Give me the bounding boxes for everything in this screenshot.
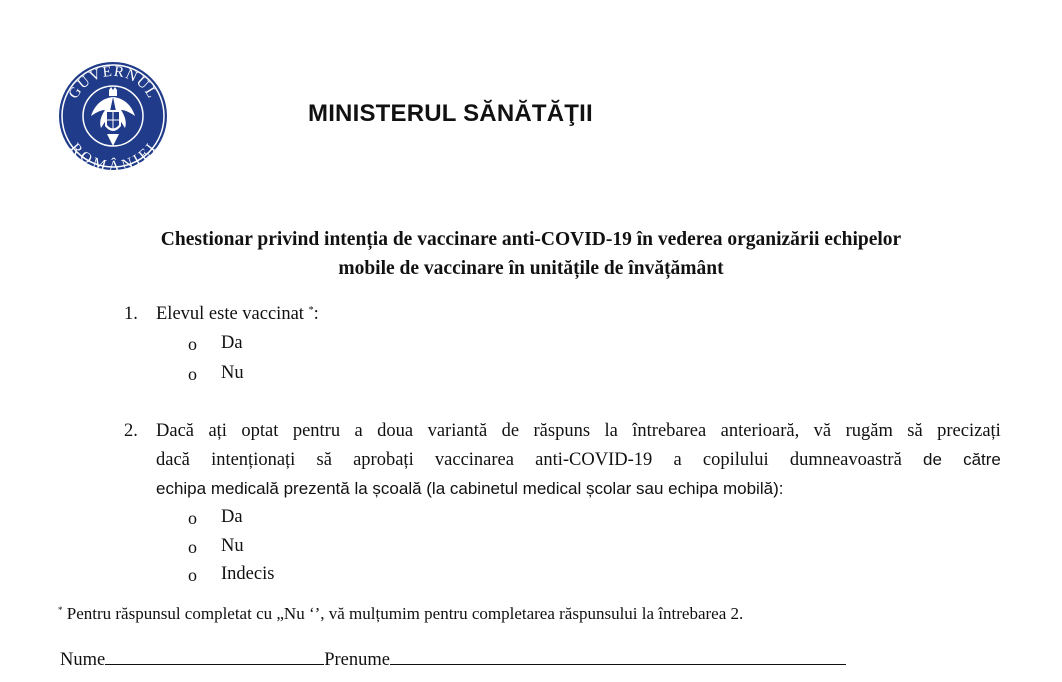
question-2-option-nu[interactable]: Nu — [221, 536, 244, 556]
question-2-text-line-2 — [156, 450, 1001, 471]
question-2-option-da[interactable]: Da — [221, 507, 243, 527]
question-1-option-nu[interactable]: Nu — [221, 363, 244, 383]
question-2-word: optat — [241, 421, 279, 441]
government-seal-icon — [57, 60, 169, 172]
question-2-number: 2. — [124, 421, 138, 441]
question-1-text — [156, 304, 319, 325]
question-2-word: la — [604, 421, 618, 441]
question-2-word: doua — [377, 421, 414, 441]
question-2-word: a — [673, 450, 682, 470]
question-2-word: vă — [813, 421, 832, 441]
question-2-word: să — [907, 421, 923, 441]
question-2-word: precizați — [937, 421, 1001, 441]
question-2-option-indecis[interactable]: Indecis — [221, 564, 275, 584]
question-1-colon: : — [313, 304, 319, 324]
name-label: Nume — [60, 650, 106, 670]
question-1-marker: * — [308, 305, 314, 316]
radio-bullet[interactable]: o — [188, 565, 197, 585]
question-2-word: de — [922, 450, 942, 469]
surname-field[interactable] — [390, 646, 846, 665]
question-1-label: Elevul este vaccinat — [156, 304, 304, 324]
question-1-option-da[interactable]: Da — [221, 333, 243, 353]
question-2-word: să — [316, 450, 332, 470]
question-2-text-line-3: echipa medicală prezentă la școală (la cabinetul medical școlar sau echipa mobilă): — [156, 479, 784, 498]
ministry-heading: MINISTERUL SĂNĂTĂŢII — [308, 100, 593, 127]
question-2-word: a — [354, 421, 363, 441]
radio-bullet[interactable]: o — [188, 334, 197, 354]
question-2-word: copilului — [702, 450, 769, 470]
question-2-word: Dacă — [156, 421, 194, 441]
footnote-marker: * — [58, 605, 63, 615]
question-2-word: întrebarea — [632, 421, 707, 441]
footnote-text: Pentru răspunsul completat cu „Nu ‘’, vă mulțumim pentru completarea răspunsului la întrebarea 2. — [62, 604, 744, 623]
question-1-number: 1. — [124, 304, 138, 324]
question-2-word: răspuns — [533, 421, 591, 441]
question-2-word: dumneavoastră — [789, 450, 902, 470]
question-2-word: intenționați — [211, 450, 296, 470]
question-2-word: vaccinarea — [434, 450, 514, 470]
question-2-word: către — [963, 450, 1001, 469]
seal-top-text: GUVERNUL — [65, 63, 161, 102]
question-2-text-line-1 — [156, 421, 1001, 442]
question-2-word: anti-COVID-19 — [535, 450, 653, 470]
question-2-word: variantă — [427, 421, 488, 441]
radio-bullet[interactable]: o — [188, 537, 197, 557]
signature-line — [60, 646, 846, 671]
question-2-word: pentru — [292, 421, 341, 441]
question-2-word: anterioară, — [720, 421, 800, 441]
surname-label: Prenume — [324, 650, 390, 670]
questionnaire-title-line-1: Chestionar privind intenția de vaccinare anti-COVID-19 în vederea organizării echipelor — [160, 229, 902, 250]
questionnaire-title-line-2: mobile de vaccinare în unitățile de învățământ — [338, 258, 724, 279]
question-2-word: rugăm — [845, 421, 893, 441]
radio-bullet[interactable]: o — [188, 364, 197, 384]
footnote — [58, 604, 743, 624]
name-field[interactable] — [105, 646, 324, 665]
question-2-word: aprobați — [353, 450, 414, 470]
seal-bottom-text: ROMÂNIEI — [66, 140, 160, 172]
question-2-word: dacă — [156, 450, 190, 470]
question-2-word: ați — [208, 421, 227, 441]
radio-bullet[interactable]: o — [188, 508, 197, 528]
question-2-word: de — [501, 421, 520, 441]
